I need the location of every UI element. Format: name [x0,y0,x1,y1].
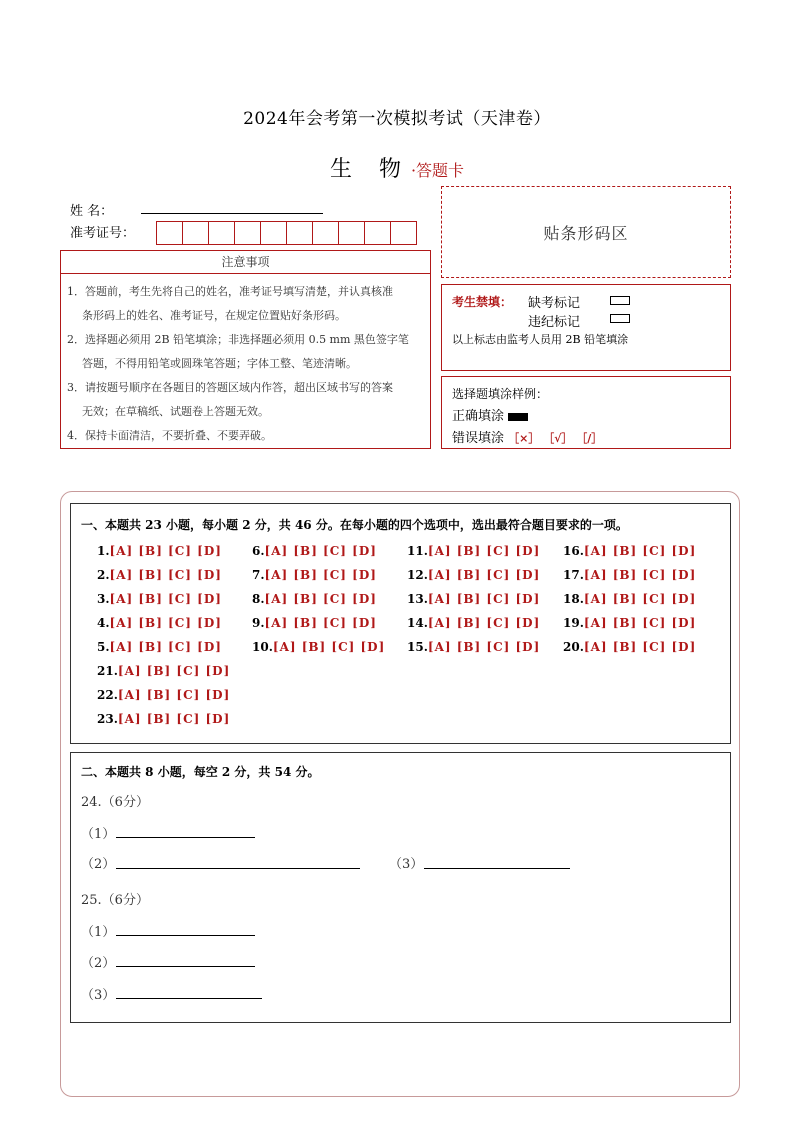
q24-blank1-label: （1） [81,827,116,842]
answer-options[interactable]: [A] [B] [C] [D] [583,592,697,606]
q24-blank2-label: （2） [81,857,116,872]
choice-question[interactable] [407,592,540,606]
choice-question[interactable] [407,544,540,558]
question-number: 1. [97,544,110,558]
choice-question[interactable] [252,640,385,654]
question-number: 11. [407,544,428,558]
prohibit-note: 以上标志由监考人员用 2B 铅笔填涂 [452,333,629,346]
barcode-label: 贴条形码区 [543,223,629,243]
answer-options[interactable]: [A] [B] [C] [D] [109,568,222,582]
q24-blank2-line[interactable] [116,868,360,869]
choice-question[interactable] [252,592,377,606]
answer-options[interactable]: [A] [B] [C] [D] [427,592,541,606]
question-number: 16. [563,544,584,558]
choice-question[interactable] [563,640,696,654]
subject-heading [0,152,794,183]
id-digit-box[interactable] [235,222,261,244]
violation-label: 违纪标记 [528,315,581,330]
choice-question[interactable] [407,616,540,630]
answer-options[interactable]: [A] [B] [C] [D] [117,688,231,702]
choice-section [70,503,731,744]
q24-blank3-line[interactable] [424,868,570,869]
name-field[interactable] [141,213,323,214]
q24-blank3-label: （3） [389,857,424,872]
barcode-area [441,186,731,278]
choice-question[interactable] [97,544,222,558]
choice-question[interactable] [252,568,377,582]
choice-question[interactable] [407,568,540,582]
question-number: 23. [97,712,118,726]
answer-options[interactable]: [A] [B] [C] [D] [109,616,222,630]
choice-question[interactable] [97,592,222,606]
answer-options[interactable]: [A] [B] [C] [D] [427,568,541,582]
fill-section-title: 二、本题共 8 小题，每空 2 分，共 54 分。 [81,765,320,779]
notice-line: 无效；在草稿纸、试题卷上答题无效。 [82,405,269,418]
question-number: 4. [97,616,110,630]
id-digit-box[interactable] [261,222,287,244]
question-number: 18. [563,592,584,606]
answer-options[interactable]: [A] [B] [C] [D] [117,712,231,726]
choice-section-title: 一、本题共 23 小题，每小题 2 分，共 46 分。在每小题的四个选项中，选出最符合题目要求的一项。 [81,518,628,532]
absent-label: 缺考标记 [528,296,581,311]
notice-heading: 注意事项 [61,251,430,274]
q25-blank2-line[interactable] [116,966,255,967]
fill-section [70,752,731,1023]
question-number: 19. [563,616,584,630]
question-number: 21. [97,664,118,678]
subject-name: 生 物 [329,157,411,182]
question-number: 8. [252,592,265,606]
id-digit-box[interactable] [183,222,209,244]
id-digit-box[interactable] [209,222,235,244]
answer-options[interactable]: [A] [B] [C] [D] [109,544,222,558]
answer-options[interactable]: [A] [B] [C] [D] [427,616,541,630]
id-digit-box[interactable] [157,222,183,244]
exam-title: 2024年会考第一次模拟考试（天津卷） [243,109,551,129]
question-number: 14. [407,616,428,630]
prohibit-panel [441,284,731,371]
answer-options[interactable]: [A] [B] [C] [D] [427,544,541,558]
id-digit-box[interactable] [391,222,416,244]
q25-blank1-line[interactable] [116,935,255,936]
question-number: 10. [252,640,273,654]
q25-label: 25.（6分） [81,893,149,908]
id-digit-box[interactable] [287,222,313,244]
id-label: 准考证号： [70,226,136,241]
q24-blank1-line[interactable] [116,837,255,838]
notice-line: 1．答题前，考生先将自己的姓名，准考证号填写清楚，并认真核准 [67,285,393,298]
question-number: 20. [563,640,584,654]
question-number: 15. [407,640,428,654]
wrong-marks: ［×］ ［√］ ［/］ [508,432,603,445]
notice-line: 4．保持卡面清洁，不要折叠、不要弄破。 [67,429,272,442]
wrong-sample [452,427,602,446]
absent-mark-box[interactable] [610,296,630,305]
sample-panel [441,376,731,449]
q25-blank1-label: （1） [81,925,116,940]
answer-options[interactable]: [A] [B] [C] [D] [264,592,377,606]
notice-line: 2．选择题必须用 2B 铅笔填涂；非选择题必须用 0.5 mm 黑色签字笔 [67,333,409,346]
q25-blank3-line[interactable] [116,998,262,999]
choice-question[interactable] [563,568,696,582]
violation-mark-box[interactable] [610,314,630,323]
answer-options[interactable]: [A] [B] [C] [D] [272,640,386,654]
choice-question[interactable] [97,688,230,702]
q25-blank3-label: （3） [81,988,116,1003]
choice-question[interactable] [97,568,222,582]
correct-sample [452,405,528,424]
exam-id-boxes[interactable] [156,221,417,245]
choice-question[interactable] [563,592,696,606]
question-number: 22. [97,688,118,702]
question-number: 13. [407,592,428,606]
choice-question[interactable] [97,712,230,726]
question-number: 2. [97,568,110,582]
choice-question[interactable] [252,616,377,630]
notice-line: 3．请按题号顺序在各题目的答题区域内作答，超出区域书写的答案 [67,381,393,394]
question-number: 5. [97,640,110,654]
correct-label: 正确填涂 [452,409,505,424]
choice-question[interactable] [97,664,230,678]
question-number: 3. [97,592,110,606]
choice-question[interactable] [563,544,696,558]
answer-options[interactable]: [A] [B] [C] [D] [583,568,697,582]
q25-blank2-label: （2） [81,956,116,971]
notice-line: 条形码上的姓名、准考证号，在规定位置贴好条形码。 [82,309,346,322]
choice-question[interactable] [252,544,377,558]
notice-line: 答题，不得用铅笔或圆珠笔答题；字体工整、笔迹清晰。 [82,357,357,370]
card-label: ·答题卡 [410,161,465,180]
question-number: 12. [407,568,428,582]
choice-question[interactable] [563,616,696,630]
choice-question[interactable] [407,640,540,654]
id-digit-box[interactable] [313,222,339,244]
question-number: 9. [252,616,265,630]
answer-options[interactable]: [A] [B] [C] [D] [427,640,541,654]
question-number: 7. [252,568,265,582]
answer-options[interactable]: [A] [B] [C] [D] [264,544,377,558]
answer-options[interactable]: [A] [B] [C] [D] [264,616,377,630]
answer-options[interactable]: [A] [B] [C] [D] [583,640,697,654]
id-digit-box[interactable] [365,222,391,244]
answer-options[interactable]: [A] [B] [C] [D] [109,640,222,654]
wrong-label: 错误填涂 [452,431,505,446]
notice-panel [60,250,431,449]
answer-options[interactable]: [A] [B] [C] [D] [583,544,697,558]
id-digit-box[interactable] [339,222,365,244]
choice-question[interactable] [97,640,222,654]
answer-options[interactable]: [A] [B] [C] [D] [264,568,377,582]
answer-options[interactable]: [A] [B] [C] [D] [117,664,231,678]
name-label: 姓 名： [70,204,114,219]
question-number: 17. [563,568,584,582]
prohibit-label: 考生禁填： [452,295,513,309]
q24-label: 24.（6分） [81,795,149,810]
question-number: 6. [252,544,265,558]
answer-options[interactable]: [A] [B] [C] [D] [583,616,697,630]
filled-mark [508,413,528,421]
sample-heading: 选择题填涂样例： [452,387,549,401]
choice-question[interactable] [97,616,222,630]
answer-options[interactable]: [A] [B] [C] [D] [109,592,222,606]
